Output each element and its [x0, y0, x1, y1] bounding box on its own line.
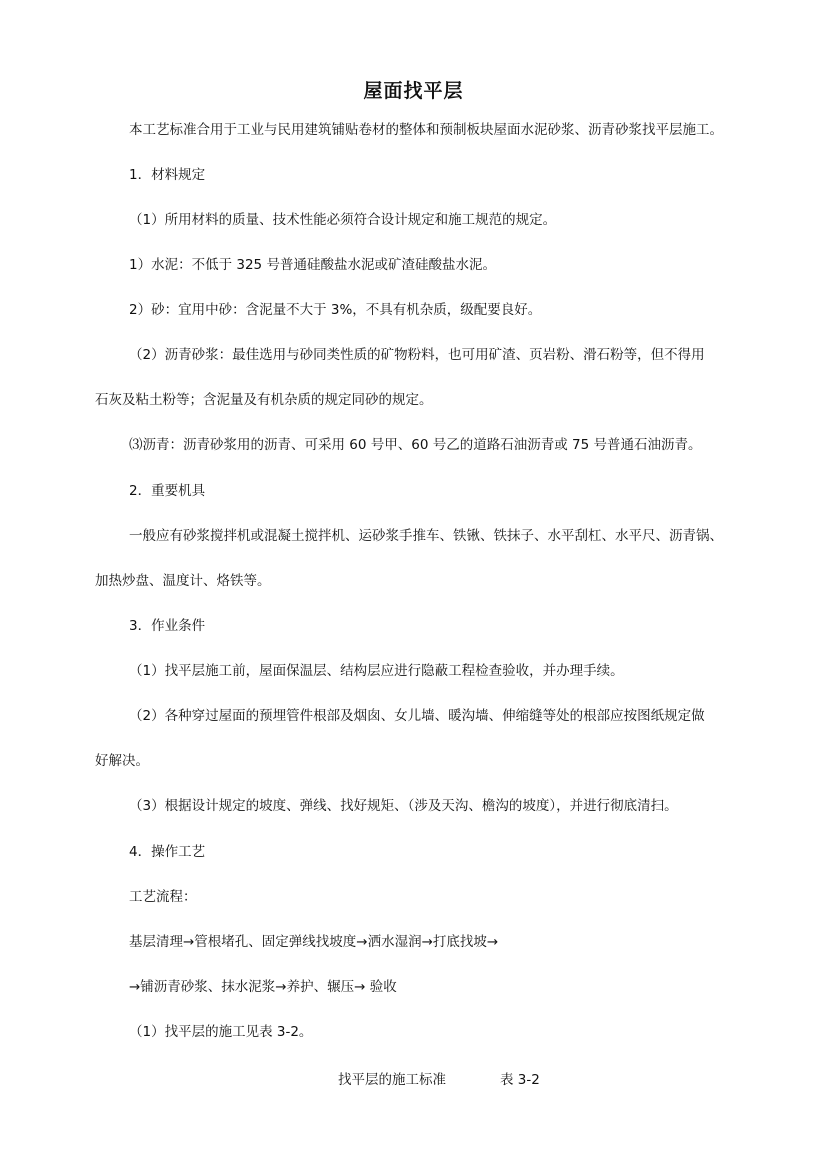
section-heading-conditions: 3．作业条件 — [129, 618, 206, 634]
section-heading-process: 4．操作工艺 — [129, 844, 206, 860]
paragraph: 工艺流程： — [129, 889, 197, 905]
paragraph-continuation: 好解决。 — [95, 753, 149, 769]
process-flow-line: →铺沥青砂浆、抹水泥浆→养护、辗压→ 验收 — [129, 979, 397, 995]
paragraph: （2）沥青砂浆：最佳选用与砂同类性质的矿物粉料，也可用矿渣、页岩粉、滑石粉等，但不得用 — [129, 347, 705, 363]
paragraph-continuation: 加热炒盘、温度计、烙铁等。 — [95, 573, 271, 589]
paragraph: （2）各种穿过屋面的预埋管件根部及烟囱、女儿墙、暖沟墙、伸缩缝等处的根部应按图纸规定做 — [129, 708, 705, 724]
paragraph: （1）找平层施工前，屋面保温层、结构层应进行隐蔽工程检查验收，并办理手续。 — [129, 663, 624, 679]
table-number: 表 3-2 — [500, 1072, 540, 1088]
page-title: 屋面找平层 — [363, 80, 464, 102]
paragraph: 1）水泥：不低于 325 号普通硅酸盐水泥或矿渣硅酸盐水泥。 — [129, 257, 496, 273]
intro-paragraph: 本工艺标准合用于工业与民用建筑铺贴卷材的整体和预制板块屋面水泥砂浆、沥青砂浆找平层施工。 — [129, 122, 723, 138]
paragraph: （1）所用材料的质量、技术性能必须符合设计规定和施工规范的规定。 — [129, 212, 557, 228]
table-caption: 找平层的施工标准 — [338, 1072, 446, 1088]
paragraph: 2）砂：宜用中砂：含泥量不大于 3%，不具有机杂质，级配要良好。 — [129, 302, 542, 318]
process-flow-line: 基层清理→管根堵孔、固定弹线找坡度→洒水湿润→打底找坡→ — [129, 934, 499, 950]
paragraph: （3）根据设计规定的坡度、弹线、找好规矩、（涉及天沟、檐沟的坡度），并进行彻底清扫。 — [129, 798, 678, 814]
paragraph: 一般应有砂浆搅拌机或混凝土搅拌机、运砂浆手推车、铁锹、铁抹子、水平刮杠、水平尺、沥青锅、 — [129, 528, 723, 544]
paragraph-continuation: 石灰及粘土粉等；含泥量及有机杂质的规定同砂的规定。 — [95, 392, 433, 408]
paragraph: （1）找平层的施工见表 3-2。 — [129, 1024, 313, 1040]
section-heading-materials: 1．材料规定 — [129, 167, 206, 183]
section-heading-tools: 2．重要机具 — [129, 483, 206, 499]
paragraph: ⑶沥青：沥青砂浆用的沥青、可采用 60 号甲、60 号乙的道路石油沥青或 75 号普通石油沥青。 — [129, 437, 702, 453]
